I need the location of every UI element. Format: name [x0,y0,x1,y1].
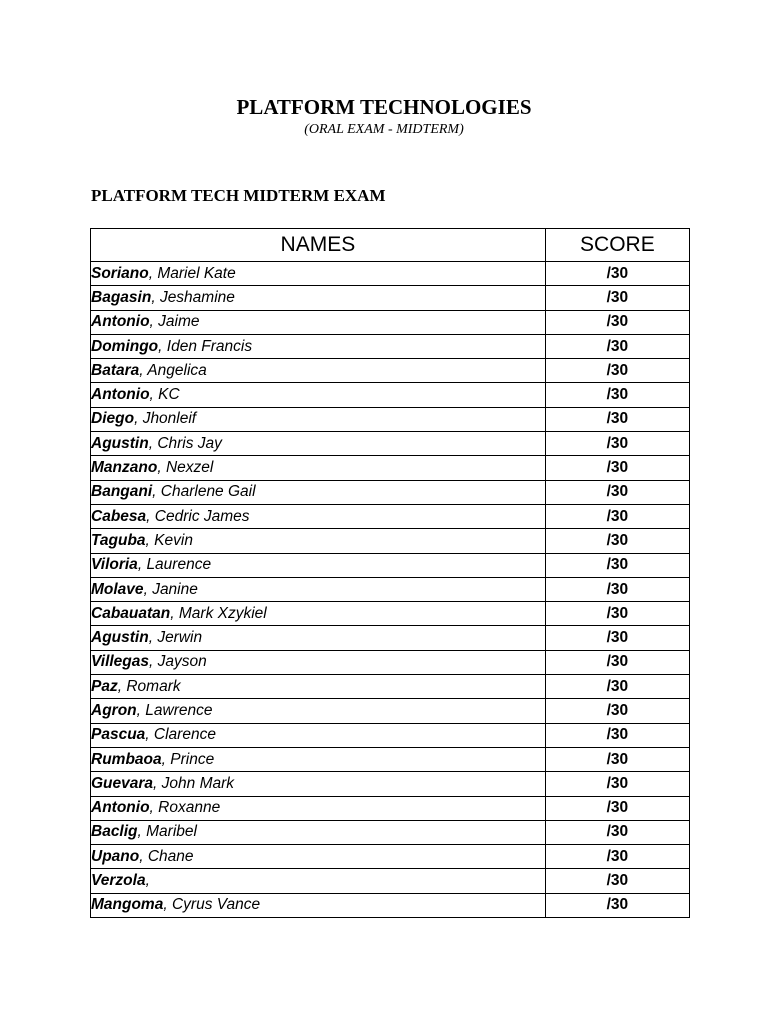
student-name-cell [91,480,546,504]
table-row [91,650,690,674]
score-cell: /30 [545,529,689,553]
student-name-cell [91,723,546,747]
student-name-cell [91,699,546,723]
table-row [91,747,690,771]
student-given-name: Jerwin [157,629,203,647]
table-body [91,262,690,918]
student-name-cell [91,626,546,650]
table-row [91,407,690,431]
student-surname: Baclig [91,823,138,841]
score-cell: /30 [545,553,689,577]
student-given-name: Jeshamine [159,288,235,306]
student-name-cell [91,359,546,383]
name-separator: , [145,531,155,549]
student-surname: Antonio [91,799,150,817]
name-separator: , [117,677,127,695]
table-row [91,432,690,456]
score-cell: /30 [545,334,689,358]
student-name-cell [91,602,546,626]
table-header-row [91,229,690,262]
student-name-cell [91,577,546,601]
student-given-name: Maribel [146,823,197,841]
score-cell: /30 [545,650,689,674]
student-name-cell [91,845,546,869]
student-surname: Agron [91,701,137,719]
student-given-name: Chane [147,847,194,865]
score-cell: /30 [545,310,689,334]
student-surname: Soriano [91,264,149,282]
student-name-cell [91,383,546,407]
student-surname: Upano [91,847,140,865]
score-cell: /30 [545,772,689,796]
student-surname: Cabauatan [91,604,171,622]
score-cell: /30 [545,480,689,504]
name-separator: , [139,847,148,865]
name-separator: , [136,701,146,719]
score-cell: /30 [545,383,689,407]
name-separator: , [149,653,158,671]
student-name-cell [91,869,546,893]
score-cell: /30 [545,893,689,917]
student-given-name: Nexzel [165,459,214,477]
table-row [91,893,690,917]
student-name-cell [91,529,546,553]
student-name-cell [91,334,546,358]
student-surname: Bagasin [91,288,152,306]
score-cell: /30 [545,359,689,383]
student-given-name: Jayson [157,653,207,671]
name-separator: , [170,604,179,622]
table-row [91,845,690,869]
student-surname: Paz [91,677,118,695]
student-given-name: Cedric James [154,507,250,525]
column-header-names: NAMES [91,229,546,262]
name-separator: , [152,483,161,501]
student-name-cell [91,772,546,796]
score-cell: /30 [545,504,689,528]
student-surname: Antonio [91,386,150,404]
score-cell: /30 [545,602,689,626]
score-cell: /30 [545,456,689,480]
table-row [91,456,690,480]
student-given-name: Jaime [158,313,200,331]
student-given-name: Roxanne [158,799,221,817]
score-cell: /30 [545,262,689,286]
student-given-name: Charlene Gail [160,483,256,501]
student-name-cell [91,407,546,431]
student-given-name: Iden Francis [166,337,253,355]
student-surname: Mangoma [91,896,164,914]
student-given-name: Jhonleif [142,410,197,428]
table-row [91,699,690,723]
student-name-cell [91,796,546,820]
student-name-cell [91,504,546,528]
student-given-name: Clarence [153,726,216,744]
student-name-cell [91,553,546,577]
student-surname: Domingo [91,337,159,355]
student-surname: Agustin [91,629,149,647]
score-cell: /30 [545,286,689,310]
score-cell: /30 [545,869,689,893]
table-row [91,577,690,601]
student-surname: Taguba [91,531,146,549]
student-surname: Rumbaoa [91,750,162,768]
table-row [91,772,690,796]
student-name-cell [91,747,546,771]
table-row [91,383,690,407]
student-given-name: Angelica [147,361,207,379]
student-given-name: KC [158,386,180,404]
score-cell: /30 [545,845,689,869]
table-row [91,529,690,553]
student-given-name: Mariel Kate [157,264,236,282]
name-separator: , [143,580,153,598]
name-separator: , [139,361,148,379]
table-row [91,796,690,820]
student-surname: Manzano [91,459,158,477]
name-separator: , [153,774,162,792]
table-row [91,310,690,334]
student-surname: Batara [91,361,140,379]
name-separator: , [149,799,159,817]
name-separator: , [148,434,158,452]
student-given-name: Laurence [146,556,212,574]
student-given-name: Janine [152,580,198,598]
table-row [91,553,690,577]
name-separator: , [149,386,159,404]
name-separator: , [157,459,166,477]
table-row [91,602,690,626]
table-row [91,480,690,504]
name-separator: , [137,556,147,574]
student-given-name: Prince [170,750,215,768]
score-cell: /30 [545,675,689,699]
student-surname: Viloria [91,556,138,574]
name-separator: , [163,896,172,914]
score-cell: /30 [545,407,689,431]
student-surname: Pascua [91,726,146,744]
student-given-name: Lawrence [145,701,213,719]
student-name-cell [91,262,546,286]
name-separator: , [134,410,143,428]
table-row [91,334,690,358]
score-cell: /30 [545,796,689,820]
student-surname: Diego [91,410,135,428]
student-given-name: Kevin [154,531,193,549]
name-separator: , [149,313,159,331]
page-title: PLATFORM TECHNOLOGIES [236,95,532,119]
student-name-cell [91,286,546,310]
student-given-name: Chris Jay [157,434,222,452]
section-heading: PLATFORM TECH MIDTERM EXAM [91,186,386,205]
table-row [91,286,690,310]
student-given-name: Mark Xzykiel [178,604,267,622]
table-row [91,262,690,286]
table-row [91,359,690,383]
student-surname: Villegas [91,653,150,671]
name-separator: , [146,507,155,525]
name-separator: , [161,750,171,768]
score-cell: /30 [545,432,689,456]
student-name-cell [91,456,546,480]
name-separator: , [145,726,154,744]
name-separator: , [151,288,160,306]
student-name-cell [91,820,546,844]
score-cell: /30 [545,820,689,844]
name-separator: , [137,823,147,841]
student-surname: Cabesa [91,507,147,525]
score-table [90,228,690,918]
student-name-cell [91,310,546,334]
name-separator: , [145,872,150,890]
student-surname: Agustin [91,434,149,452]
name-separator: , [148,629,158,647]
score-cell: /30 [545,723,689,747]
student-surname: Bangani [91,483,153,501]
table-row [91,869,690,893]
score-cell: /30 [545,577,689,601]
table-row [91,626,690,650]
student-surname: Molave [91,580,144,598]
page-subtitle: (ORAL EXAM - MIDTERM) [304,122,464,137]
student-name-cell [91,432,546,456]
table-row [91,675,690,699]
score-cell: /30 [545,626,689,650]
student-given-name: John Mark [161,774,235,792]
name-separator: , [158,337,167,355]
table-row [91,723,690,747]
student-surname: Verzola [91,872,146,890]
score-cell: /30 [545,699,689,723]
name-separator: , [148,264,158,282]
student-surname: Guevara [91,774,154,792]
student-surname: Antonio [91,313,150,331]
score-cell: /30 [545,747,689,771]
student-name-cell [91,893,546,917]
table-row [91,820,690,844]
student-given-name: Cyrus Vance [171,896,261,914]
student-name-cell [91,675,546,699]
student-name-cell [91,650,546,674]
column-header-score: SCORE [545,229,689,262]
table-row [91,504,690,528]
student-given-name: Romark [126,677,181,695]
